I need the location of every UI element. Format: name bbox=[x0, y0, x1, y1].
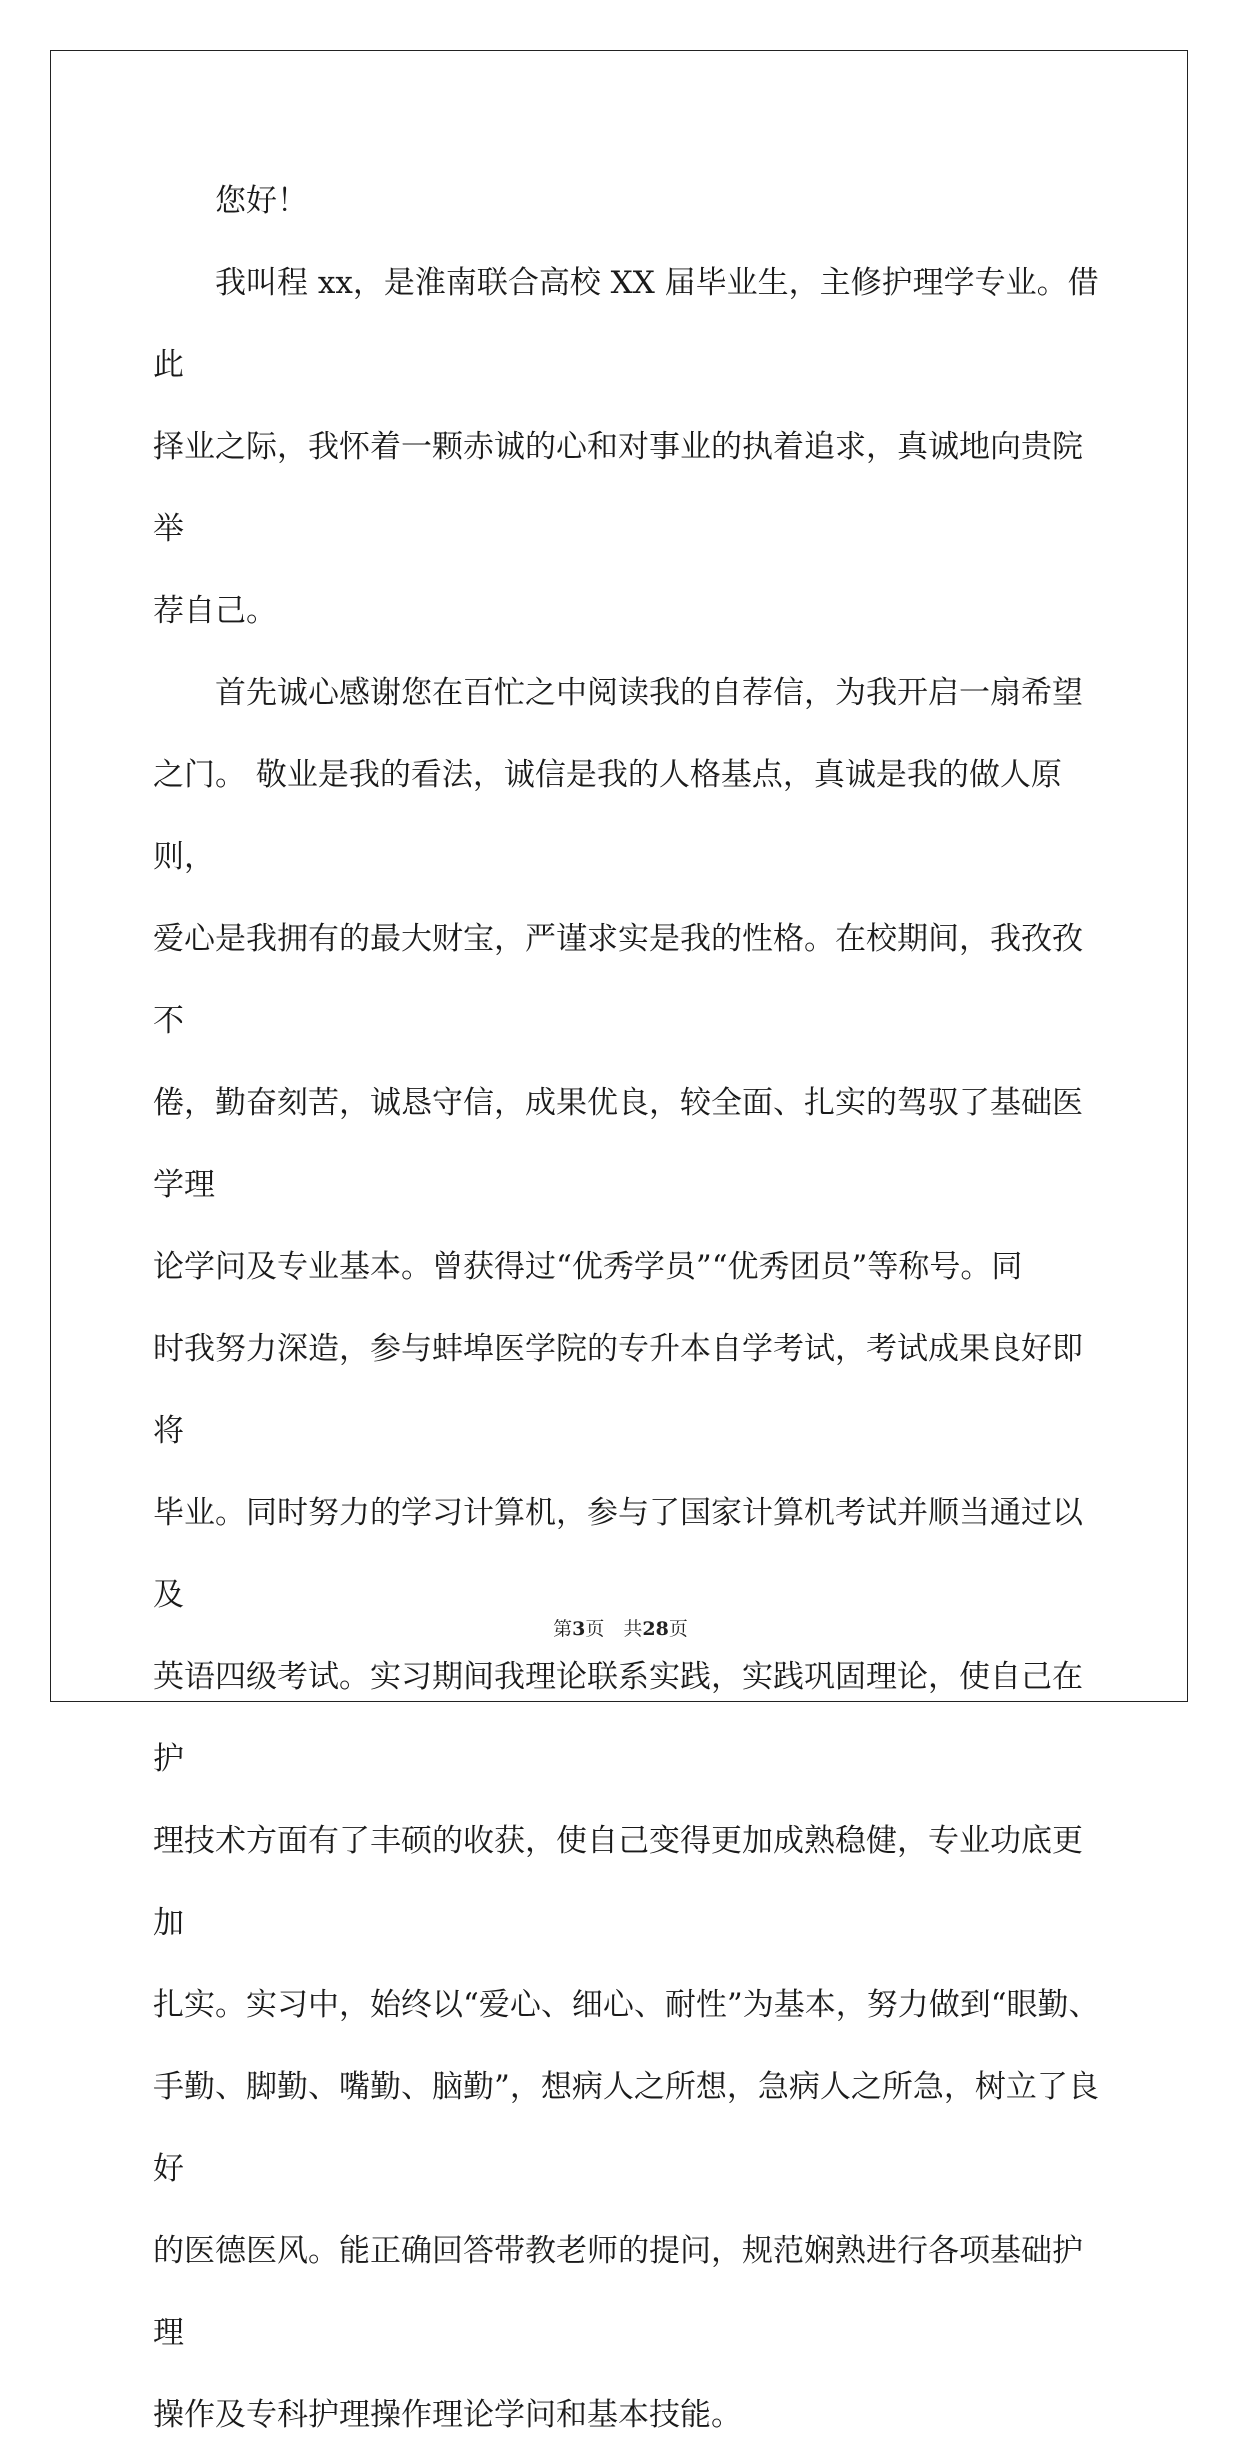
letter-body bbox=[153, 160, 1103, 2456]
text-line: 扎实。实习中，始终以“爱心、细心、耐性”为基本，努力做到“眼勤、 bbox=[153, 1987, 1100, 2023]
text-line: 时我努力深造，参与蚌埠医学院的专升本自学考试，考试成果良好即将 bbox=[153, 1331, 1083, 1449]
text-line: 我叫程 xx，是淮南联合高校 XX 届毕业生，主修护理学专业。借此 bbox=[153, 265, 1099, 383]
text-line: 论学问及专业基本。曾获得过“优秀学员”“优秀团员”等称号。同 bbox=[153, 1249, 1023, 1285]
text-line: 毕业。同时努力的学习计算机，参与了国家计算机考试并顺当通过以及 bbox=[153, 1495, 1083, 1613]
text-line: 之门。 敬业是我的看法，诚信是我的人格基点，真诚是我的做人原则， bbox=[153, 757, 1062, 875]
current-page-number: 3 bbox=[572, 1618, 586, 1640]
footer-suffix: 页 bbox=[668, 1618, 688, 1640]
text-line: 爱心是我拥有的最大财宝，严谨求实是我的性格。在校期间，我孜孜不 bbox=[153, 921, 1083, 1039]
text-line: 择业之际，我怀着一颗赤诚的心和对事业的执着追求，真诚地向贵院举 bbox=[153, 429, 1083, 547]
text-line: 理技术方面有了丰硕的收获，使自己变得更加成熟稳健，专业功底更加 bbox=[153, 1823, 1083, 1941]
page-footer bbox=[0, 1614, 1241, 1641]
text-line: 手勤、脚勤、嘴勤、脑勤”，想病人之所想，急病人之所急，树立了良好 bbox=[153, 2069, 1099, 2187]
footer-prefix: 第 bbox=[553, 1618, 573, 1640]
footer-middle: 页 共 bbox=[585, 1618, 643, 1640]
text-line: 倦，勤奋刻苦，诚恳守信，成果优良，较全面、扎实的驾驭了基础医学理 bbox=[153, 1085, 1083, 1203]
text-line: 荐自己。 bbox=[153, 593, 277, 629]
text-line: 英语四级考试。实习期间我理论联系实践，实践巩固理论，使自己在护 bbox=[153, 1659, 1083, 1777]
text-line: 的医德医风。能正确回答带教老师的提问，规范娴熟进行各项基础护理 bbox=[153, 2233, 1083, 2351]
text-line: 操作及专科护理操作理论学问和基本技能。 bbox=[153, 2397, 742, 2433]
total-pages-number: 28 bbox=[642, 1618, 669, 1640]
text-line: 首先诚心感谢您在百忙之中阅读我的自荐信，为我开启一扇希望 bbox=[153, 675, 1083, 711]
text-line: 您好！ bbox=[153, 183, 308, 219]
